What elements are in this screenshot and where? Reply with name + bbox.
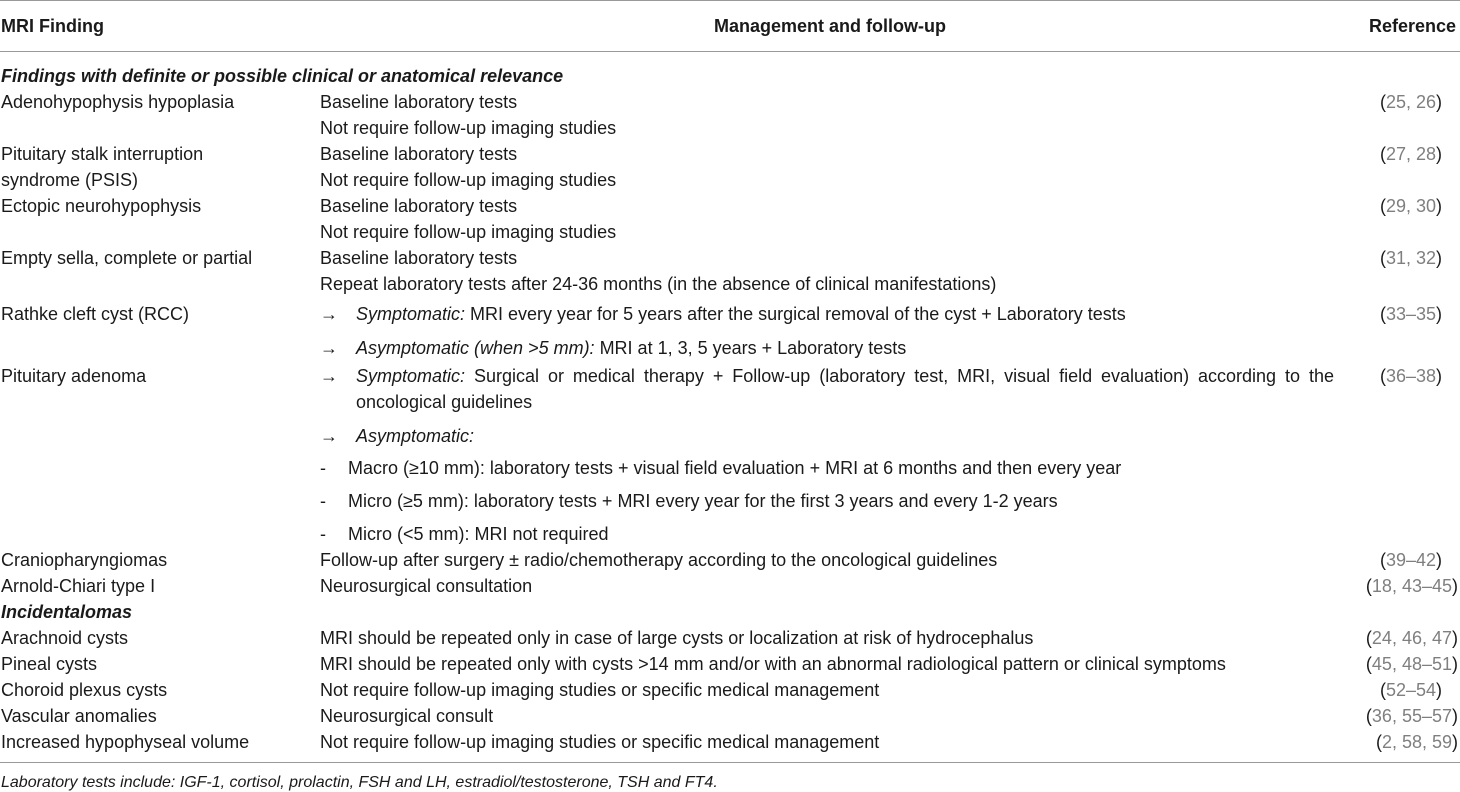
finding-cell	[0, 89, 320, 141]
ref-link[interactable]: 52–54	[1385, 680, 1436, 700]
management-line: MRI should be repeated only with cysts >14 mm and/or with an abnormal radiological pattern or clinical symptoms	[320, 654, 1226, 674]
management-line: Neurosurgical consult	[320, 706, 494, 726]
reference-cell	[1340, 651, 1460, 677]
reference-cell	[1340, 141, 1460, 193]
ref-open: (	[1379, 304, 1386, 324]
finding-cell	[0, 625, 320, 651]
ref-link[interactable]: 2, 58, 59	[1381, 732, 1452, 752]
ref-open: (	[1379, 366, 1386, 386]
management-line: Baseline laboratory tests	[320, 92, 518, 112]
item-text: MRI every year for 5 years after the surgical removal of the cyst + Laboratory tests	[465, 304, 1126, 324]
reference-cell	[1340, 677, 1460, 703]
finding-text: Ectopic neurohypophysis	[1, 196, 202, 216]
ref-close: )	[1452, 654, 1458, 674]
ref-close: )	[1436, 248, 1442, 268]
ref-open: (	[1365, 576, 1372, 596]
management-cell	[320, 729, 1340, 762]
management-cell	[320, 89, 1340, 141]
management-line: Not require follow-up imaging studies	[320, 170, 617, 190]
management-cell	[320, 297, 1340, 361]
dash-item	[320, 488, 1340, 514]
finding-text: Empty sella, complete or partial	[1, 248, 253, 268]
table-row	[0, 193, 1460, 245]
finding-text: Pituitary adenoma	[1, 366, 147, 386]
management-line: Not require follow-up imaging studies or specific medical management	[320, 732, 880, 752]
ref-close: )	[1436, 92, 1442, 112]
finding-text: Rathke cleft cyst (RCC)	[1, 304, 190, 324]
table-row	[0, 89, 1460, 141]
finding-text: Arachnoid cysts	[1, 628, 129, 648]
reference-cell	[1340, 547, 1460, 573]
finding-text: Pineal cysts	[1, 654, 98, 674]
table-row	[0, 245, 1460, 297]
finding-text: Choroid plexus cysts	[1, 680, 168, 700]
finding-text: Craniopharyngiomas	[1, 550, 168, 570]
ref-open: (	[1379, 196, 1386, 216]
finding-text: Increased hypophyseal volume	[1, 732, 250, 752]
section-row-incidentalomas	[0, 599, 1460, 625]
reference-cell	[1340, 625, 1460, 651]
management-line: Neurosurgical consultation	[320, 576, 533, 596]
dash-item	[320, 455, 1340, 481]
section-row-definite	[0, 52, 1460, 90]
ref-link[interactable]: 18, 43–45	[1371, 576, 1452, 596]
ref-close: )	[1436, 304, 1442, 324]
section-title-definite: Findings with definite or possible clinical or anatomical relevance	[1, 66, 564, 86]
item-label: Asymptomatic:	[356, 426, 475, 446]
table-footnote: Laboratory tests include: IGF-1, cortisol, prolactin, FSH and LH, estradiol/testosterone, TSH and FT4.	[1, 774, 718, 791]
header-reference: Reference	[1340, 1, 1460, 52]
ref-open: (	[1379, 248, 1386, 268]
item-text: Surgical or medical therapy + Follow-up (laboratory test, MRI, visual field evaluation) according to the oncological guidelines	[356, 366, 1334, 412]
management-line: Baseline laboratory tests	[320, 144, 518, 164]
finding-text: Pituitary stalk interruption	[1, 144, 204, 164]
table-row	[0, 703, 1460, 729]
reference-cell	[1340, 193, 1460, 245]
reference-cell	[1340, 573, 1460, 599]
finding-cell	[0, 729, 320, 762]
ref-link[interactable]: 33–35	[1385, 304, 1436, 324]
management-cell	[320, 361, 1340, 547]
reference-cell	[1340, 361, 1460, 547]
finding-cell	[0, 141, 320, 193]
header-management: Management and follow-up	[320, 1, 1340, 52]
finding-cell	[0, 573, 320, 599]
arrow-item	[320, 423, 1340, 449]
management-line: Not require follow-up imaging studies or specific medical management	[320, 680, 880, 700]
table-row	[0, 297, 1460, 361]
item-label: Asymptomatic (when >5 mm):	[356, 338, 595, 358]
ref-link[interactable]: 25, 26	[1385, 92, 1436, 112]
ref-open: (	[1365, 654, 1372, 674]
management-line: MRI should be repeated only in case of large cysts or localization at risk of hydrocephalus	[320, 628, 1034, 648]
dash-bullet: -	[320, 491, 326, 511]
ref-link[interactable]: 27, 28	[1385, 144, 1436, 164]
ref-open: (	[1379, 680, 1386, 700]
header-mri-finding: MRI Finding	[0, 1, 320, 52]
reference-cell	[1340, 729, 1460, 762]
table-row	[0, 651, 1460, 677]
management-cell	[320, 677, 1340, 703]
ref-open: (	[1379, 550, 1386, 570]
ref-open: (	[1365, 628, 1372, 648]
ref-open: (	[1379, 144, 1386, 164]
ref-link[interactable]: 29, 30	[1385, 196, 1436, 216]
dash-bullet: -	[320, 458, 326, 478]
finding-cell	[0, 193, 320, 245]
section-title-incidentalomas: Incidentalomas	[1, 602, 133, 622]
management-line: Baseline laboratory tests	[320, 248, 518, 268]
management-cell	[320, 625, 1340, 651]
finding-cell	[0, 361, 320, 547]
item-label: Symptomatic:	[356, 304, 466, 324]
ref-close: )	[1452, 706, 1458, 726]
table-header-row	[0, 1, 1460, 52]
ref-close: )	[1436, 144, 1442, 164]
ref-close: )	[1452, 628, 1458, 648]
ref-open: (	[1365, 706, 1372, 726]
finding-text: syndrome (PSIS)	[1, 170, 139, 190]
arrow-icon: →	[320, 426, 338, 446]
item-label: Symptomatic:	[356, 366, 466, 386]
management-line: Not require follow-up imaging studies	[320, 118, 617, 138]
ref-close: )	[1452, 576, 1458, 596]
ref-link[interactable]: 36, 55–57	[1371, 706, 1452, 726]
finding-text: Arnold-Chiari type I	[1, 576, 156, 596]
ref-open: (	[1379, 92, 1386, 112]
management-line: Baseline laboratory tests	[320, 196, 518, 216]
ref-link[interactable]: 24, 46, 47	[1371, 628, 1452, 648]
finding-text: Vascular anomalies	[1, 706, 157, 726]
finding-cell	[0, 651, 320, 677]
ref-close: )	[1452, 732, 1458, 752]
reference-cell	[1340, 297, 1460, 361]
management-cell	[320, 547, 1340, 573]
management-cell	[320, 651, 1340, 677]
table-row	[0, 573, 1460, 599]
arrow-item	[320, 301, 1340, 327]
ref-link[interactable]: 45, 48–51	[1371, 654, 1452, 674]
table-row	[0, 547, 1460, 573]
table-row	[0, 361, 1460, 547]
management-cell	[320, 245, 1340, 297]
sub-item-text: Micro (≥5 mm): laboratory tests + MRI every year for the first 3 years and every 1-2 years	[348, 491, 1058, 511]
finding-cell	[0, 297, 320, 361]
management-cell	[320, 193, 1340, 245]
dash-bullet: -	[320, 524, 326, 544]
reference-cell	[1340, 703, 1460, 729]
arrow-icon: →	[320, 304, 338, 324]
finding-cell	[0, 547, 320, 573]
finding-cell	[0, 677, 320, 703]
arrow-icon: →	[320, 366, 338, 386]
ref-close: )	[1436, 366, 1442, 386]
management-line: Follow-up after surgery ± radio/chemotherapy according to the oncological guidelines	[320, 550, 998, 570]
table-row	[0, 677, 1460, 703]
arrow-icon: →	[320, 338, 338, 358]
sub-item-text: Micro (<5 mm): MRI not required	[348, 524, 609, 544]
ref-close: )	[1436, 196, 1442, 216]
finding-cell	[0, 703, 320, 729]
dash-item	[320, 521, 1340, 547]
table-bottom-rule	[0, 762, 1460, 763]
ref-close: )	[1436, 550, 1442, 570]
table-row	[0, 729, 1460, 762]
ref-link[interactable]: 31, 32	[1385, 248, 1436, 268]
item-text: MRI at 1, 3, 5 years + Laboratory tests	[594, 338, 907, 358]
ref-link[interactable]: 36–38	[1385, 366, 1436, 386]
finding-text: Adenohypophysis hypoplasia	[1, 92, 235, 112]
ref-open: (	[1375, 732, 1382, 752]
management-line: Not require follow-up imaging studies	[320, 222, 617, 242]
reference-cell	[1340, 245, 1460, 297]
arrow-item	[320, 335, 1340, 361]
sub-item-text: Macro (≥10 mm): laboratory tests + visual field evaluation + MRI at 6 months and then every year	[348, 458, 1122, 478]
table-row	[0, 625, 1460, 651]
management-cell	[320, 573, 1340, 599]
management-cell	[320, 703, 1340, 729]
finding-cell	[0, 245, 320, 297]
reference-cell	[1340, 89, 1460, 141]
ref-close: )	[1436, 680, 1442, 700]
ref-link[interactable]: 39–42	[1385, 550, 1436, 570]
table-row	[0, 141, 1460, 193]
management-line: Repeat laboratory tests after 24-36 months (in the absence of clinical manifestations)	[320, 274, 997, 294]
management-cell	[320, 141, 1340, 193]
arrow-item	[320, 363, 1340, 415]
